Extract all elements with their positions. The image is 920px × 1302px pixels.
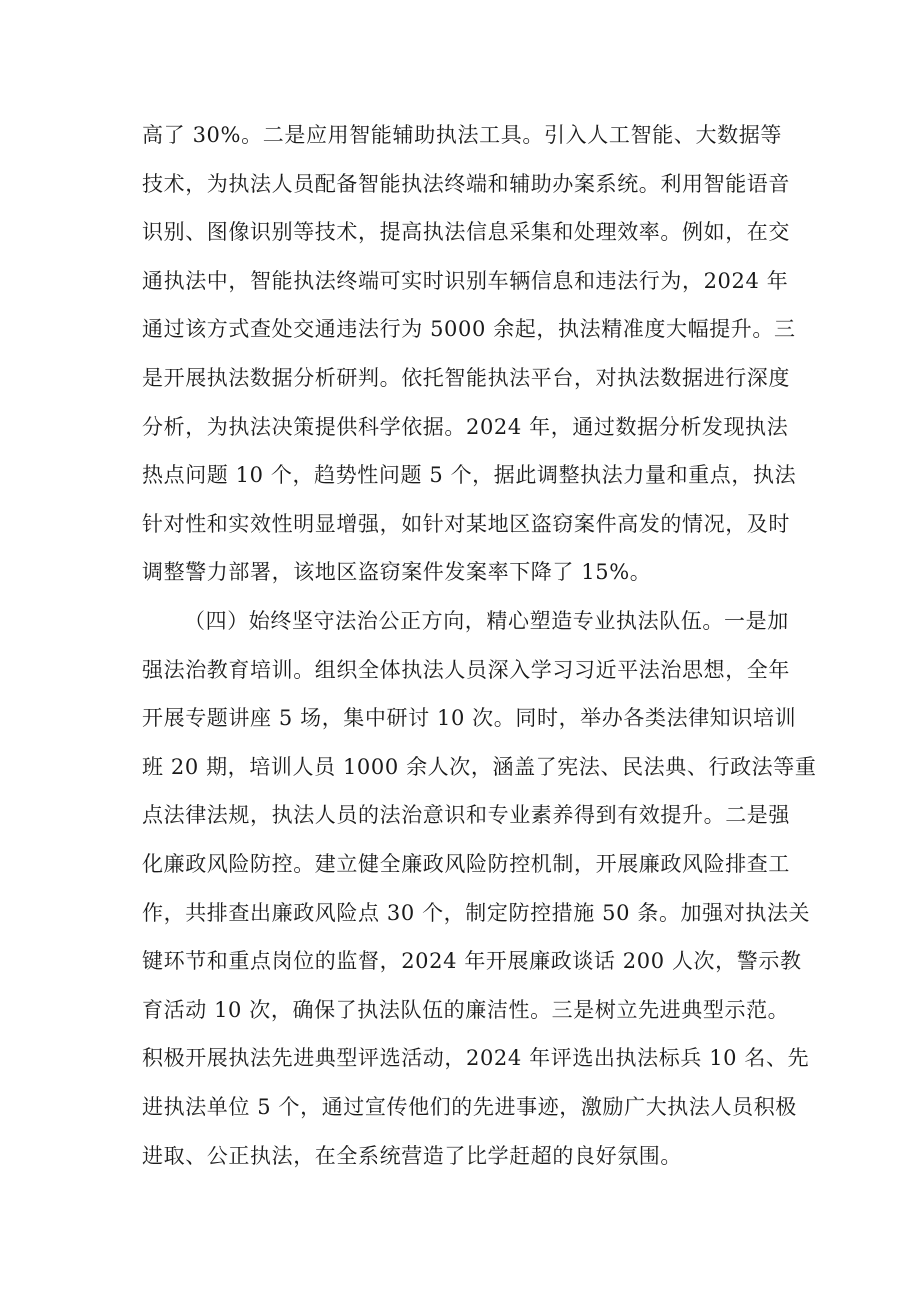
paragraph-line: 通过该方式查处交通违法行为 5000 余起，执法精准度大幅提升。三	[142, 317, 796, 342]
paragraph-line: 作，共排查出廉政风险点 30 个，制定防控措施 50 条。加强对执法关	[142, 900, 811, 925]
paragraph-line: 高了 30%。二是应用智能辅助执法工具。引入人工智能、大数据等	[142, 123, 782, 147]
paragraph-line: 识别、图像识别等技术，提高执法信息采集和处理效率。例如，在交	[142, 220, 790, 245]
paragraph-line: 技术，为执法人员配备智能执法终端和辅助办案系统。利用智能语音	[142, 171, 790, 196]
paragraph-line: 育活动 10 次，确保了执法队伍的廉洁性。三是树立先进典型示范。	[142, 997, 790, 1022]
paragraph-line: 班 20 期，培训人员 1000 余人次，涵盖了宪法、民法典、行政法等重	[142, 754, 817, 779]
paragraph-line: 是开展执法数据分析研判。依托智能执法平台，对执法数据进行深度	[142, 365, 790, 390]
paragraph-line: 点法律法规，执法人员的法治意识和专业素养得到有效提升。二是强	[142, 803, 790, 828]
paragraph-line: 调整警力部署，该地区盗窃案件发案率下降了 15%。	[142, 560, 652, 585]
paragraph-line: 针对性和实效性明显增强，如针对某地区盗窃案件高发的情况，及时	[142, 511, 790, 536]
paragraph-line: 化廉政风险防控。建立健全廉政风险防控机制，开展廉政风险排查工	[142, 851, 790, 876]
paragraph-line: （四）始终坚守法治公正方向，精心塑造专业执法队伍。一是加	[184, 609, 789, 633]
paragraph-line: 热点问题 10 个，趋势性问题 5 个，据此调整执法力量和重点，执法	[142, 463, 797, 488]
paragraph-2	[142, 597, 817, 1180]
paragraph-line: 强法治教育培训。组织全体执法人员深入学习习近平法治思想，全年	[142, 657, 790, 682]
paragraph-1	[142, 111, 797, 597]
paragraph-line: 积极开展执法先进典型评选活动，2024 年评选出执法标兵 10 名、先	[142, 1046, 810, 1071]
paragraph-line: 开展专题讲座 5 场，集中研讨 10 次。同时，举办各类法律知识培训	[142, 706, 797, 731]
paragraph-line: 键环节和重点岗位的监督，2024 年开展廉政谈话 200 人次，警示教	[142, 949, 802, 974]
paragraph-line: 通执法中，智能执法终端可实时识别车辆信息和违法行为，2024 年	[142, 268, 789, 293]
paragraph-line: 分析，为执法决策提供科学依据。2024 年，通过数据分析发现执法	[142, 414, 789, 439]
paragraph-line: 进取、公正执法，在全系统营造了比学赶超的良好氛围。	[142, 1143, 682, 1168]
paragraph-line: 进执法单位 5 个，通过宣传他们的先进事迹，激励广大执法人员积极	[142, 1094, 797, 1119]
